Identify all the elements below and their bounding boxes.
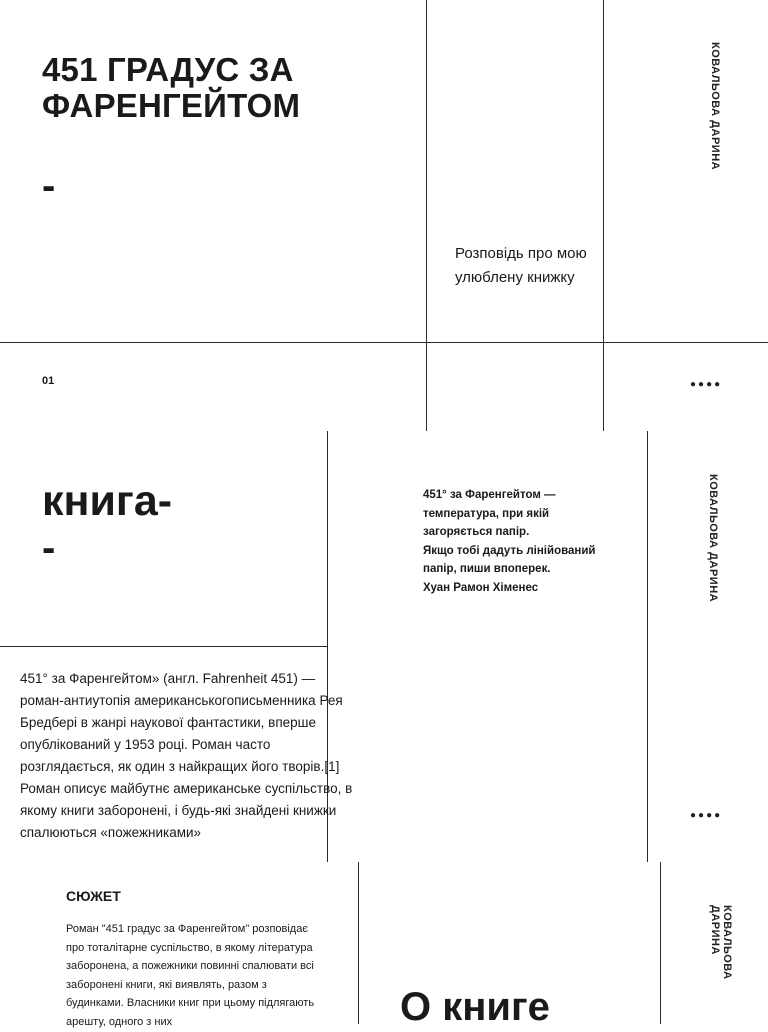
book-intro-text: 451° за Фаренгейтом» (англ. Fahrenheit 451) — роман-антиутопія американськогописьменника Рея Бредбері в жанрі наукової фантастики, вперше опублікований у 1953 році. Роман часто розглядається, як один з найкращих його творів.[1] Роман описує майбутнє американське суспільство, в якому книги заборонені, і будь-які знайдені книжки спалюються «пожежниками» [20, 671, 353, 840]
divider-vertical [647, 431, 648, 862]
divider-horizontal [0, 342, 768, 343]
plot-heading: СЮЖЕТ [66, 888, 121, 904]
book-heading: книга- [42, 477, 173, 525]
page-number: 01 [42, 375, 55, 387]
dots-icon: ●●●● [690, 379, 723, 390]
divider-vertical [603, 0, 604, 431]
divider-vertical [358, 862, 359, 1024]
cover-dash: - [42, 164, 56, 208]
cover-title: 451 ГРАДУС ЗА ФАРЕНГЕЙТОМ [42, 51, 301, 124]
divider-vertical [426, 0, 427, 431]
quote-line: Якщо тобі дадуть лінійований папір, пиши впоперек. [423, 544, 596, 575]
quote-author: Хуан Рамон Хіменес [423, 581, 539, 594]
book-dash: - [42, 526, 56, 570]
author-name-vertical: КОВАЛЬОВА ДАРИНА [707, 474, 719, 603]
author-name-vertical: КОВАЛЬОВА ДАРИНА [709, 42, 721, 171]
divider-horizontal [0, 646, 327, 647]
divider-vertical [660, 862, 661, 1024]
quote-line: 451° за Фаренгейтом — температура, при якій загоряється папір. [423, 489, 556, 538]
about-book-heading: О книге [400, 985, 550, 1029]
cover-subtitle: Розповідь про мою улюблену книжку [455, 245, 587, 286]
dots-icon: ●●●● [690, 810, 723, 821]
plot-text: Роман "451 градус за Фаренгейтом" розповідає про тоталітарне суспільство, в якому література заборонена, а пожежники повинні спалювати всі заборонені книги, які виявлять, разом з будинками. Власники книг при цьому підлягають арешту, одного з них [66, 923, 315, 1028]
author-name-vertical: КОВАЛЬОВА ДАРИНА [709, 905, 733, 980]
epigraph-quote [423, 486, 603, 597]
